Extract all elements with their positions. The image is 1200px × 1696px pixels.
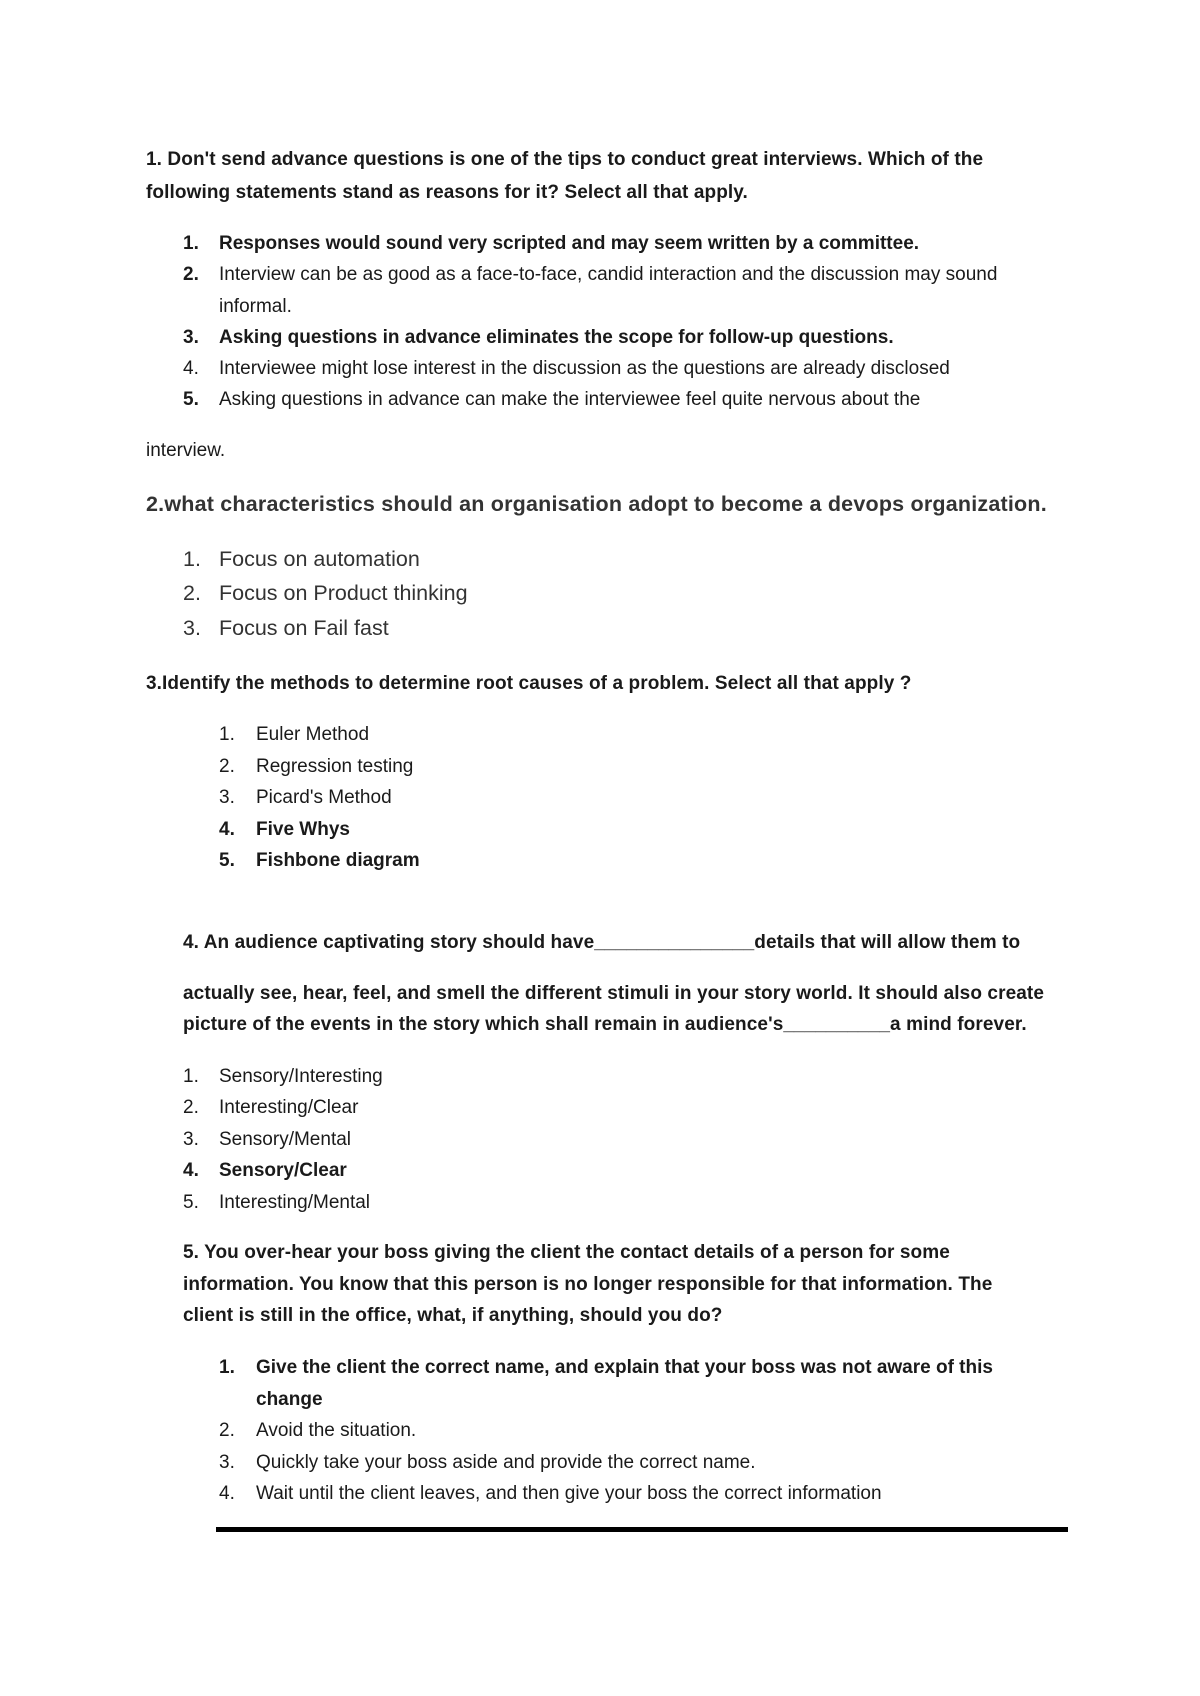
q2-option-2-text: Focus on Product thinking [219,581,468,605]
q5-option-1-text: Give the client the correct name, and explain that your boss was not aware of this [256,1357,993,1378]
q4-option-2-text: Interesting/Clear [219,1097,359,1118]
q1-option-5-text: Asking questions in advance can make the interviewee feel quite nervous about the [219,389,921,410]
q5-option-4-number: 4. [219,1483,235,1504]
q4-option-3-number: 3. [183,1129,199,1150]
q4-line-3: picture of the events in the story which shall remain in audience's__________a mind forever. [183,1014,1027,1035]
q3-option-4-number: 4. [219,819,235,840]
q1-option-2-text: Interview can be as good as a face-to-face, candid interaction and the discussion may sound [219,264,998,285]
q4-line-1: 4. An audience captivating story should have_______________details that will allow them to [183,932,1021,953]
q5-option-3-number: 3. [219,1452,235,1473]
q5-option-1-continuation: change [256,1389,323,1410]
q5-option-3-text: Quickly take your boss aside and provide the correct name. [256,1452,756,1473]
q3-option-3-text: Picard's Method [256,787,392,808]
q1-option-2-number: 2. [183,264,199,285]
q3-option-2-text: Regression testing [256,756,414,777]
q2-option-3-number: 3. [183,616,201,640]
q5-line-3: client is still in the office, what, if anything, should you do? [183,1305,723,1326]
q1-option-4-text: Interviewee might lose interest in the discussion as the questions are already disclosed [219,358,950,379]
q1-option-1-text: Responses would sound very scripted and may seem written by a committee. [219,233,920,254]
q5-line-1: 5. You over-hear your boss giving the client the contact details of a person for some [183,1242,950,1263]
q1-option-1-number: 1. [183,233,199,254]
q2-option-1-number: 1. [183,547,201,571]
q3-option-1-number: 1. [219,724,235,745]
q4-option-4-number: 4. [183,1160,199,1181]
q4-option-5-number: 5. [183,1192,199,1213]
q4-option-4-text: Sensory/Clear [219,1160,347,1181]
q1-option-3-number: 3. [183,327,199,348]
q4-option-2-number: 2. [183,1097,199,1118]
q2-title: 2.what characteristics should an organisation adopt to become a devops organization. [146,492,1047,516]
q2-option-3-text: Focus on Fail fast [219,616,389,640]
horizontal-rule [216,1527,1068,1532]
q3-option-5-number: 5. [219,850,235,871]
q1-option-2-continuation: informal. [219,296,292,317]
q4-option-5-text: Interesting/Mental [219,1192,371,1213]
q1-option-4-number: 4. [183,358,199,379]
q4-line-2: actually see, hear, feel, and smell the different stimuli in your story world. It should also create [183,983,1045,1004]
q1-option-3-text: Asking questions in advance eliminates the scope for follow-up questions. [219,327,894,348]
q2-option-2-number: 2. [183,581,201,605]
q1-option-5-number: 5. [183,389,199,410]
q3-title: 3.Identify the methods to determine root causes of a problem. Select all that apply ? [146,673,912,694]
q4-option-1-number: 1. [183,1066,199,1087]
q2-option-1-text: Focus on automation [219,547,420,571]
q3-option-2-number: 2. [219,756,235,777]
q5-option-1-number: 1. [219,1357,235,1378]
q4-option-3-text: Sensory/Mental [219,1129,352,1150]
q4-option-1-text: Sensory/Interesting [219,1066,383,1087]
q5-option-4-text: Wait until the client leaves, and then give your boss the correct information [256,1483,882,1504]
q3-option-4-text: Five Whys [256,819,350,840]
q1-line-2: following statements stand as reasons for it? Select all that apply. [146,182,748,203]
q3-option-5-text: Fishbone diagram [256,850,420,871]
q3-option-1-text: Euler Method [256,724,370,745]
q5-line-2: information. You know that this person is no longer responsible for that information. The [183,1274,993,1295]
q3-option-3-number: 3. [219,787,235,808]
q5-option-2-text: Avoid the situation. [256,1420,417,1441]
q5-option-2-number: 2. [219,1420,235,1441]
q1-line-1: 1. Don't send advance questions is one of the tips to conduct great interviews. Which of the [146,149,984,170]
q1-trailing-text: interview. [146,440,226,461]
